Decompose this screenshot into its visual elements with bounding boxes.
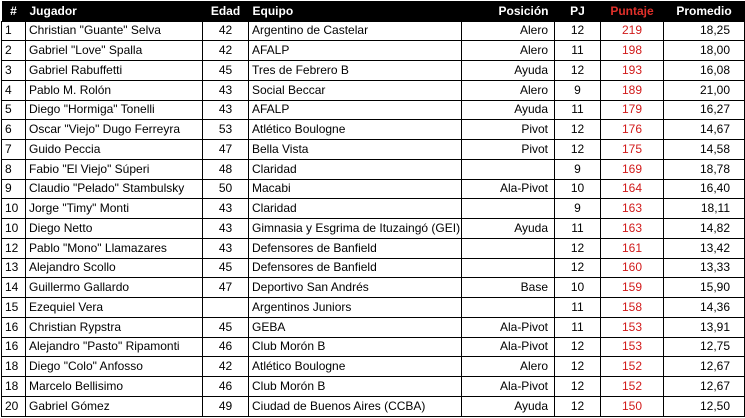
- cell-position: Ala-Pivot: [462, 179, 555, 199]
- header-points: Puntaje: [601, 1, 664, 21]
- cell-player: Alejandro Scollo: [26, 258, 203, 278]
- cell-position: Base: [462, 278, 555, 298]
- cell-team: GEBA: [249, 317, 462, 337]
- cell-team: Claridad: [249, 199, 462, 219]
- table-row: [2, 21, 745, 41]
- cell-age: 45: [203, 61, 249, 81]
- cell-age: 53: [203, 120, 249, 140]
- cell-age: 46: [203, 337, 249, 357]
- cell-pj: 9: [555, 159, 601, 179]
- cell-pj: 11: [555, 298, 601, 318]
- cell-num: 7: [2, 140, 26, 160]
- cell-points: 153: [601, 317, 664, 337]
- table-row: [2, 199, 745, 219]
- header-position: Posición: [462, 1, 555, 21]
- cell-average: 14,58: [664, 140, 745, 160]
- cell-num: 8: [2, 159, 26, 179]
- cell-player: Claudio "Pelado" Stambulsky: [26, 179, 203, 199]
- cell-num: 10: [2, 219, 26, 239]
- table-row: [2, 317, 745, 337]
- cell-player: Diego "Hormiga" Tonelli: [26, 100, 203, 120]
- cell-pj: 11: [555, 41, 601, 61]
- cell-age: 49: [203, 396, 249, 416]
- cell-player: Guillermo Gallardo: [26, 278, 203, 298]
- cell-num: 4: [2, 80, 26, 100]
- cell-player: Gabriel "Love" Spalla: [26, 41, 203, 61]
- cell-age: 43: [203, 238, 249, 258]
- table-row: [2, 278, 745, 298]
- cell-points: 164: [601, 179, 664, 199]
- cell-points: 189: [601, 80, 664, 100]
- cell-team: Atlético Boulogne: [249, 120, 462, 140]
- cell-pj: 12: [555, 258, 601, 278]
- table-header: [2, 1, 745, 21]
- cell-average: 14,36: [664, 298, 745, 318]
- cell-points: 169: [601, 159, 664, 179]
- cell-points: 175: [601, 140, 664, 160]
- cell-position: [462, 298, 555, 318]
- cell-team: Club Morón B: [249, 337, 462, 357]
- cell-team: Bella Vista: [249, 140, 462, 160]
- cell-pj: 9: [555, 199, 601, 219]
- cell-position: Ala-Pivot: [462, 377, 555, 397]
- cell-player: Oscar "Viejo" Dugo Ferreyra: [26, 120, 203, 140]
- cell-age: 43: [203, 80, 249, 100]
- cell-team: AFALP: [249, 41, 462, 61]
- table-row: [2, 159, 745, 179]
- cell-pj: 12: [555, 140, 601, 160]
- cell-pj: 12: [555, 61, 601, 81]
- cell-team: AFALP: [249, 100, 462, 120]
- cell-player: Fabio "El Viejo" Súperi: [26, 159, 203, 179]
- cell-pj: 11: [555, 100, 601, 120]
- cell-points: 161: [601, 238, 664, 258]
- cell-pj: 10: [555, 179, 601, 199]
- cell-average: 18,78: [664, 159, 745, 179]
- cell-num: 16: [2, 317, 26, 337]
- cell-num: 16: [2, 337, 26, 357]
- cell-average: 18,25: [664, 21, 745, 41]
- cell-num: 15: [2, 298, 26, 318]
- cell-points: 153: [601, 337, 664, 357]
- cell-age: [203, 298, 249, 318]
- cell-points: 179: [601, 100, 664, 120]
- cell-pj: 12: [555, 396, 601, 416]
- cell-player: Gabriel Gómez: [26, 396, 203, 416]
- table-row: [2, 298, 745, 318]
- cell-player: Pablo "Mono" Llamazares: [26, 238, 203, 258]
- cell-player: Alejandro "Pasto" Ripamonti: [26, 337, 203, 357]
- cell-team: Ciudad de Buenos Aires (CCBA): [249, 396, 462, 416]
- cell-average: 18,11: [664, 199, 745, 219]
- header-player: Jugador: [26, 1, 203, 21]
- cell-age: 43: [203, 199, 249, 219]
- cell-position: [462, 258, 555, 278]
- header-team: Equipo: [249, 1, 462, 21]
- cell-team: Atlético Boulogne: [249, 357, 462, 377]
- table-row: [2, 357, 745, 377]
- cell-num: 13: [2, 258, 26, 278]
- cell-pj: 9: [555, 80, 601, 100]
- cell-pj: 11: [555, 219, 601, 239]
- cell-num: 14: [2, 278, 26, 298]
- cell-average: 16,27: [664, 100, 745, 120]
- cell-points: 163: [601, 199, 664, 219]
- cell-player: Gabriel Rabuffetti: [26, 61, 203, 81]
- cell-position: Pivot: [462, 120, 555, 140]
- cell-pj: 10: [555, 278, 601, 298]
- cell-pj: 11: [555, 317, 601, 337]
- cell-team: Club Morón B: [249, 377, 462, 397]
- cell-points: 198: [601, 41, 664, 61]
- cell-average: 13,42: [664, 238, 745, 258]
- cell-pj: 12: [555, 377, 601, 397]
- cell-points: 160: [601, 258, 664, 278]
- cell-points: 150: [601, 396, 664, 416]
- cell-position: Ala-Pivot: [462, 317, 555, 337]
- cell-team: Defensores de Banfield: [249, 238, 462, 258]
- cell-player: Christian "Guante" Selva: [26, 21, 203, 41]
- cell-position: Ayuda: [462, 100, 555, 120]
- cell-age: 47: [203, 140, 249, 160]
- cell-team: Defensores de Banfield: [249, 258, 462, 278]
- table-row: [2, 377, 745, 397]
- cell-num: 3: [2, 61, 26, 81]
- cell-average: 18,00: [664, 41, 745, 61]
- header-age: Edad: [203, 1, 249, 21]
- cell-player: Diego "Colo" Anfosso: [26, 357, 203, 377]
- cell-position: [462, 238, 555, 258]
- cell-position: [462, 159, 555, 179]
- cell-num: 5: [2, 100, 26, 120]
- cell-age: 45: [203, 317, 249, 337]
- cell-pj: 12: [555, 120, 601, 140]
- cell-team: Argentino de Castelar: [249, 21, 462, 41]
- table-row: [2, 41, 745, 61]
- header-row: [2, 1, 745, 21]
- cell-position: Alero: [462, 21, 555, 41]
- cell-points: 176: [601, 120, 664, 140]
- cell-player: Marcelo Bellisimo: [26, 377, 203, 397]
- cell-pj: 12: [555, 337, 601, 357]
- cell-player: Christian Rypstra: [26, 317, 203, 337]
- cell-position: Alero: [462, 41, 555, 61]
- table-row: [2, 80, 745, 100]
- table-row: [2, 120, 745, 140]
- cell-age: 42: [203, 21, 249, 41]
- cell-age: 48: [203, 159, 249, 179]
- cell-average: 12,67: [664, 357, 745, 377]
- cell-average: 14,82: [664, 219, 745, 239]
- cell-team: Gimnasia y Esgrima de Ituzaingó (GEI): [249, 219, 462, 239]
- cell-average: 13,33: [664, 258, 745, 278]
- cell-num: 12: [2, 238, 26, 258]
- cell-team: Claridad: [249, 159, 462, 179]
- cell-position: Ayuda: [462, 396, 555, 416]
- cell-num: 18: [2, 357, 26, 377]
- cell-average: 12,75: [664, 337, 745, 357]
- cell-team: Macabi: [249, 179, 462, 199]
- cell-player: Pablo M. Rolón: [26, 80, 203, 100]
- cell-average: 12,50: [664, 396, 745, 416]
- cell-team: Argentinos Juniors: [249, 298, 462, 318]
- cell-team: Tres de Febrero B: [249, 61, 462, 81]
- cell-position: [462, 199, 555, 219]
- cell-age: 42: [203, 41, 249, 61]
- header-pj: PJ: [555, 1, 601, 21]
- cell-age: 45: [203, 258, 249, 278]
- cell-num: 2: [2, 41, 26, 61]
- cell-player: Jorge "Timy" Monti: [26, 199, 203, 219]
- cell-num: 6: [2, 120, 26, 140]
- table-row: [2, 258, 745, 278]
- table-row: [2, 61, 745, 81]
- cell-num: 18: [2, 377, 26, 397]
- cell-average: 13,91: [664, 317, 745, 337]
- cell-num: 10: [2, 199, 26, 219]
- cell-age: 43: [203, 100, 249, 120]
- cell-age: 47: [203, 278, 249, 298]
- cell-position: Alero: [462, 357, 555, 377]
- cell-points: 152: [601, 357, 664, 377]
- cell-age: 46: [203, 377, 249, 397]
- cell-num: 20: [2, 396, 26, 416]
- cell-pj: 12: [555, 21, 601, 41]
- cell-average: 21,00: [664, 80, 745, 100]
- cell-position: Pivot: [462, 140, 555, 160]
- table-row: [2, 100, 745, 120]
- cell-pj: 12: [555, 238, 601, 258]
- cell-position: Ayuda: [462, 61, 555, 81]
- cell-points: 163: [601, 219, 664, 239]
- cell-num: 1: [2, 21, 26, 41]
- header-num: #: [2, 1, 26, 21]
- table-row: [2, 238, 745, 258]
- cell-points: 158: [601, 298, 664, 318]
- table-body: [2, 21, 745, 416]
- cell-average: 14,67: [664, 120, 745, 140]
- cell-points: 152: [601, 377, 664, 397]
- cell-num: 9: [2, 179, 26, 199]
- cell-position: Alero: [462, 80, 555, 100]
- header-average: Promedio: [664, 1, 745, 21]
- cell-average: 12,67: [664, 377, 745, 397]
- cell-points: 159: [601, 278, 664, 298]
- cell-points: 219: [601, 21, 664, 41]
- cell-pj: 12: [555, 357, 601, 377]
- table-row: [2, 396, 745, 416]
- cell-team: Social Beccar: [249, 80, 462, 100]
- cell-player: Ezequiel Vera: [26, 298, 203, 318]
- cell-age: 50: [203, 179, 249, 199]
- table-row: [2, 337, 745, 357]
- cell-position: Ayuda: [462, 219, 555, 239]
- cell-average: 16,40: [664, 179, 745, 199]
- table-row: [2, 219, 745, 239]
- cell-average: 16,08: [664, 61, 745, 81]
- scorers-table: [1, 1, 745, 417]
- table-row: [2, 179, 745, 199]
- cell-average: 15,90: [664, 278, 745, 298]
- cell-points: 193: [601, 61, 664, 81]
- cell-age: 43: [203, 219, 249, 239]
- cell-age: 42: [203, 357, 249, 377]
- cell-position: Ala-Pivot: [462, 337, 555, 357]
- table-row: [2, 140, 745, 160]
- cell-player: Guido Peccia: [26, 140, 203, 160]
- cell-team: Deportivo San Andrés: [249, 278, 462, 298]
- cell-player: Diego Netto: [26, 219, 203, 239]
